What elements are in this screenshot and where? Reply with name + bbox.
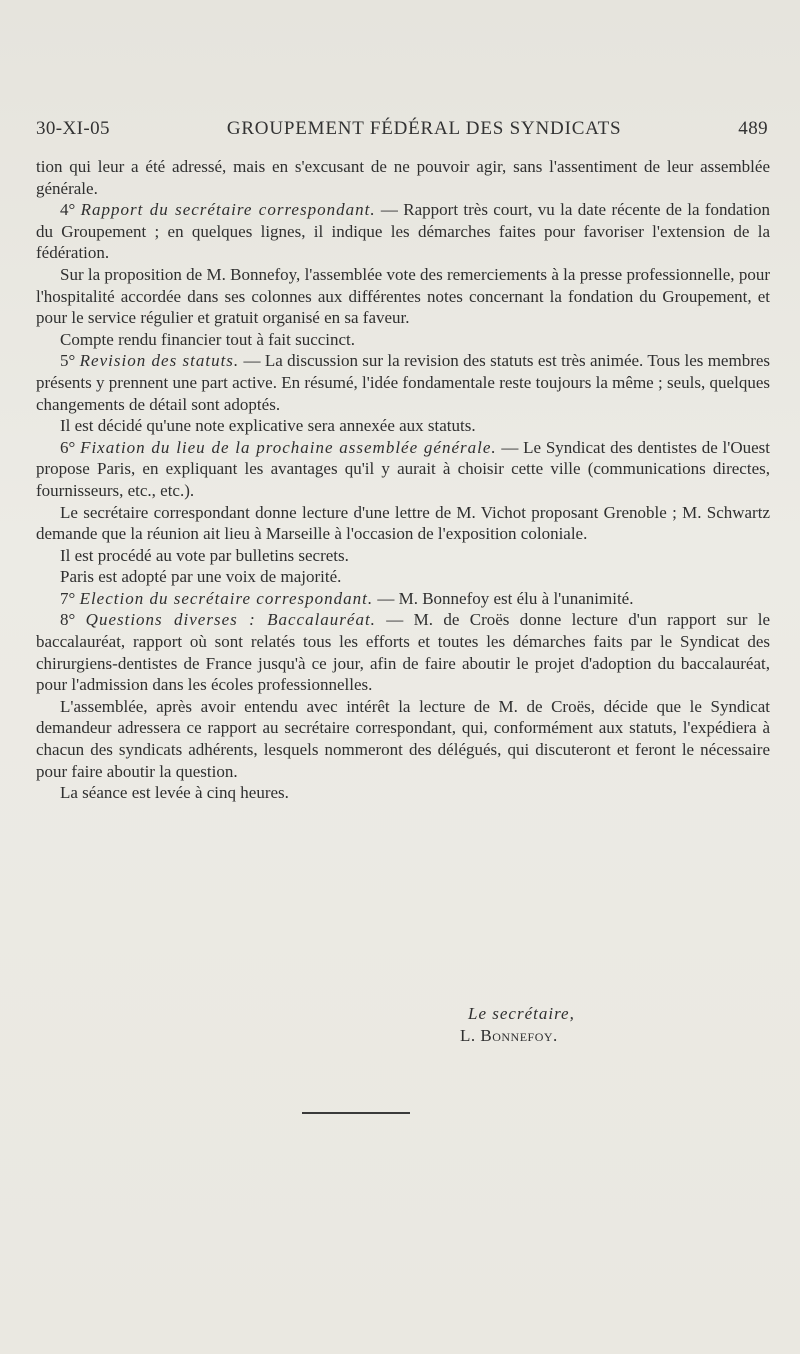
- paragraph: [36, 264, 770, 329]
- paragraph-text: Sur la proposition de M. Bonnefoy, l'assemblée vote des remerciements à la presse professionnelle, pour l'hospitalité accordée dans ses colonnes aux différentes notes concernant la fondation du Groupement, et pour le service régulier et gratuit organisé en sa faveur.: [36, 264, 770, 328]
- section-heading: Election du secrétaire correspondant.: [79, 588, 374, 608]
- paragraph-text: Compte rendu financier tout à fait succinct.: [60, 329, 356, 349]
- section-heading: Questions diverses : Baccalauréat.: [85, 610, 376, 630]
- paragraph: [36, 415, 770, 437]
- paragraph: [36, 782, 770, 804]
- body-text: [36, 156, 770, 804]
- paragraph-text: — M. Bonnefoy est élu à l'unanimité.: [373, 588, 634, 608]
- paragraph-text: Il est décidé qu'une note explicative sera annexée aux statuts.: [60, 416, 476, 436]
- running-header: [36, 118, 768, 140]
- section-heading: Rapport du secrétaire correspondant.: [80, 200, 376, 220]
- paragraph-text: La séance est levée à cinq heures.: [60, 783, 289, 803]
- header-title: GROUPEMENT FÉDÉRAL DES SYNDICATS: [226, 118, 622, 139]
- page-number: 489: [738, 118, 768, 139]
- paragraph: [36, 609, 770, 695]
- paragraph: [36, 588, 770, 610]
- signature-name: L. Bonnefoy.: [460, 1026, 558, 1045]
- signature-role: Le secrétaire,: [468, 1004, 575, 1023]
- paragraph-text: — M. de Croës donne lecture d'un rapport sur le baccalauréat, rapport où sont relatés tous les efforts et toutes les démarches faits par le Syndicat des chirurgiens-dentistes de France jusqu'à ce jour, afin de faire aboutir le projet d'adoption du baccalauréat, pour l'admission dans les écoles professionnelles.: [36, 610, 771, 695]
- paragraph: [36, 502, 770, 545]
- paragraph-text: — Rapport très court, vu la date récente de la fondation du Groupement ; en quelques lignes, il indique les démarches faites pour favoriser l'extension de la fédération.: [36, 200, 771, 263]
- paragraph-text: Paris est adopté par une voix de majorité.: [60, 567, 342, 587]
- paragraph: [36, 329, 770, 351]
- paragraph-text: Le secrétaire correspondant donne lecture d'une lettre de M. Vichot proposant Grenoble ; M. Schwartz demande que la réunion ait lieu à Marseille à l'occasion de l'exposition coloniale.: [36, 502, 770, 544]
- paragraph: [36, 696, 770, 782]
- paragraph: [36, 350, 770, 415]
- end-rule: [302, 1112, 410, 1114]
- section-number: 7°: [60, 588, 76, 608]
- paragraph-text: Il est procédé au vote par bulletins secrets.: [60, 545, 349, 565]
- section-number: 4°: [60, 200, 76, 220]
- signature-block: [460, 1003, 660, 1047]
- paragraph: [36, 566, 770, 588]
- section-number: 8°: [60, 610, 76, 630]
- section-number: 6°: [60, 437, 76, 457]
- paragraph: [36, 437, 770, 502]
- section-heading: Revision des statuts.: [79, 351, 240, 371]
- section-number: 5°: [60, 351, 76, 371]
- paragraph: [36, 545, 770, 567]
- paragraph: [36, 199, 770, 264]
- paragraph-text: — Le Syndicat des dentistes de l'Ouest propose Paris, en expliquant les avantages qu'il y aurait à choisir cette ville (communications directes, fournisseurs, etc., etc.).: [36, 437, 770, 500]
- paragraph-text: L'assemblée, après avoir entendu avec intérêt la lecture de M. de Croës, décide que le Syndicat demandeur adressera ce rapport au secrétaire correspondant, qui, conformément aux statuts, l'expédiera à chacun des syndicats adhérents, lesquels nommeront des délégués, qui discuteront et feront le nécessaire pour faire aboutir la question.: [36, 696, 770, 781]
- paragraph-text: — La discussion sur la revision des statuts est très animée. Tous les membres présents y prennent une part active. En résumé, l'idée fondamentale reste toujours la même ; seuls, quelques changements de détail sont adoptés.: [36, 351, 771, 414]
- paragraph-text: tion qui leur a été adressé, mais en s'excusant de ne pouvoir agir, sans l'assentiment de leur assemblée générale.: [36, 157, 770, 198]
- section-heading: Fixation du lieu de la prochaine assemblée générale.: [80, 437, 497, 457]
- paragraph: [36, 156, 770, 199]
- header-date: 30-XI-05: [36, 118, 110, 139]
